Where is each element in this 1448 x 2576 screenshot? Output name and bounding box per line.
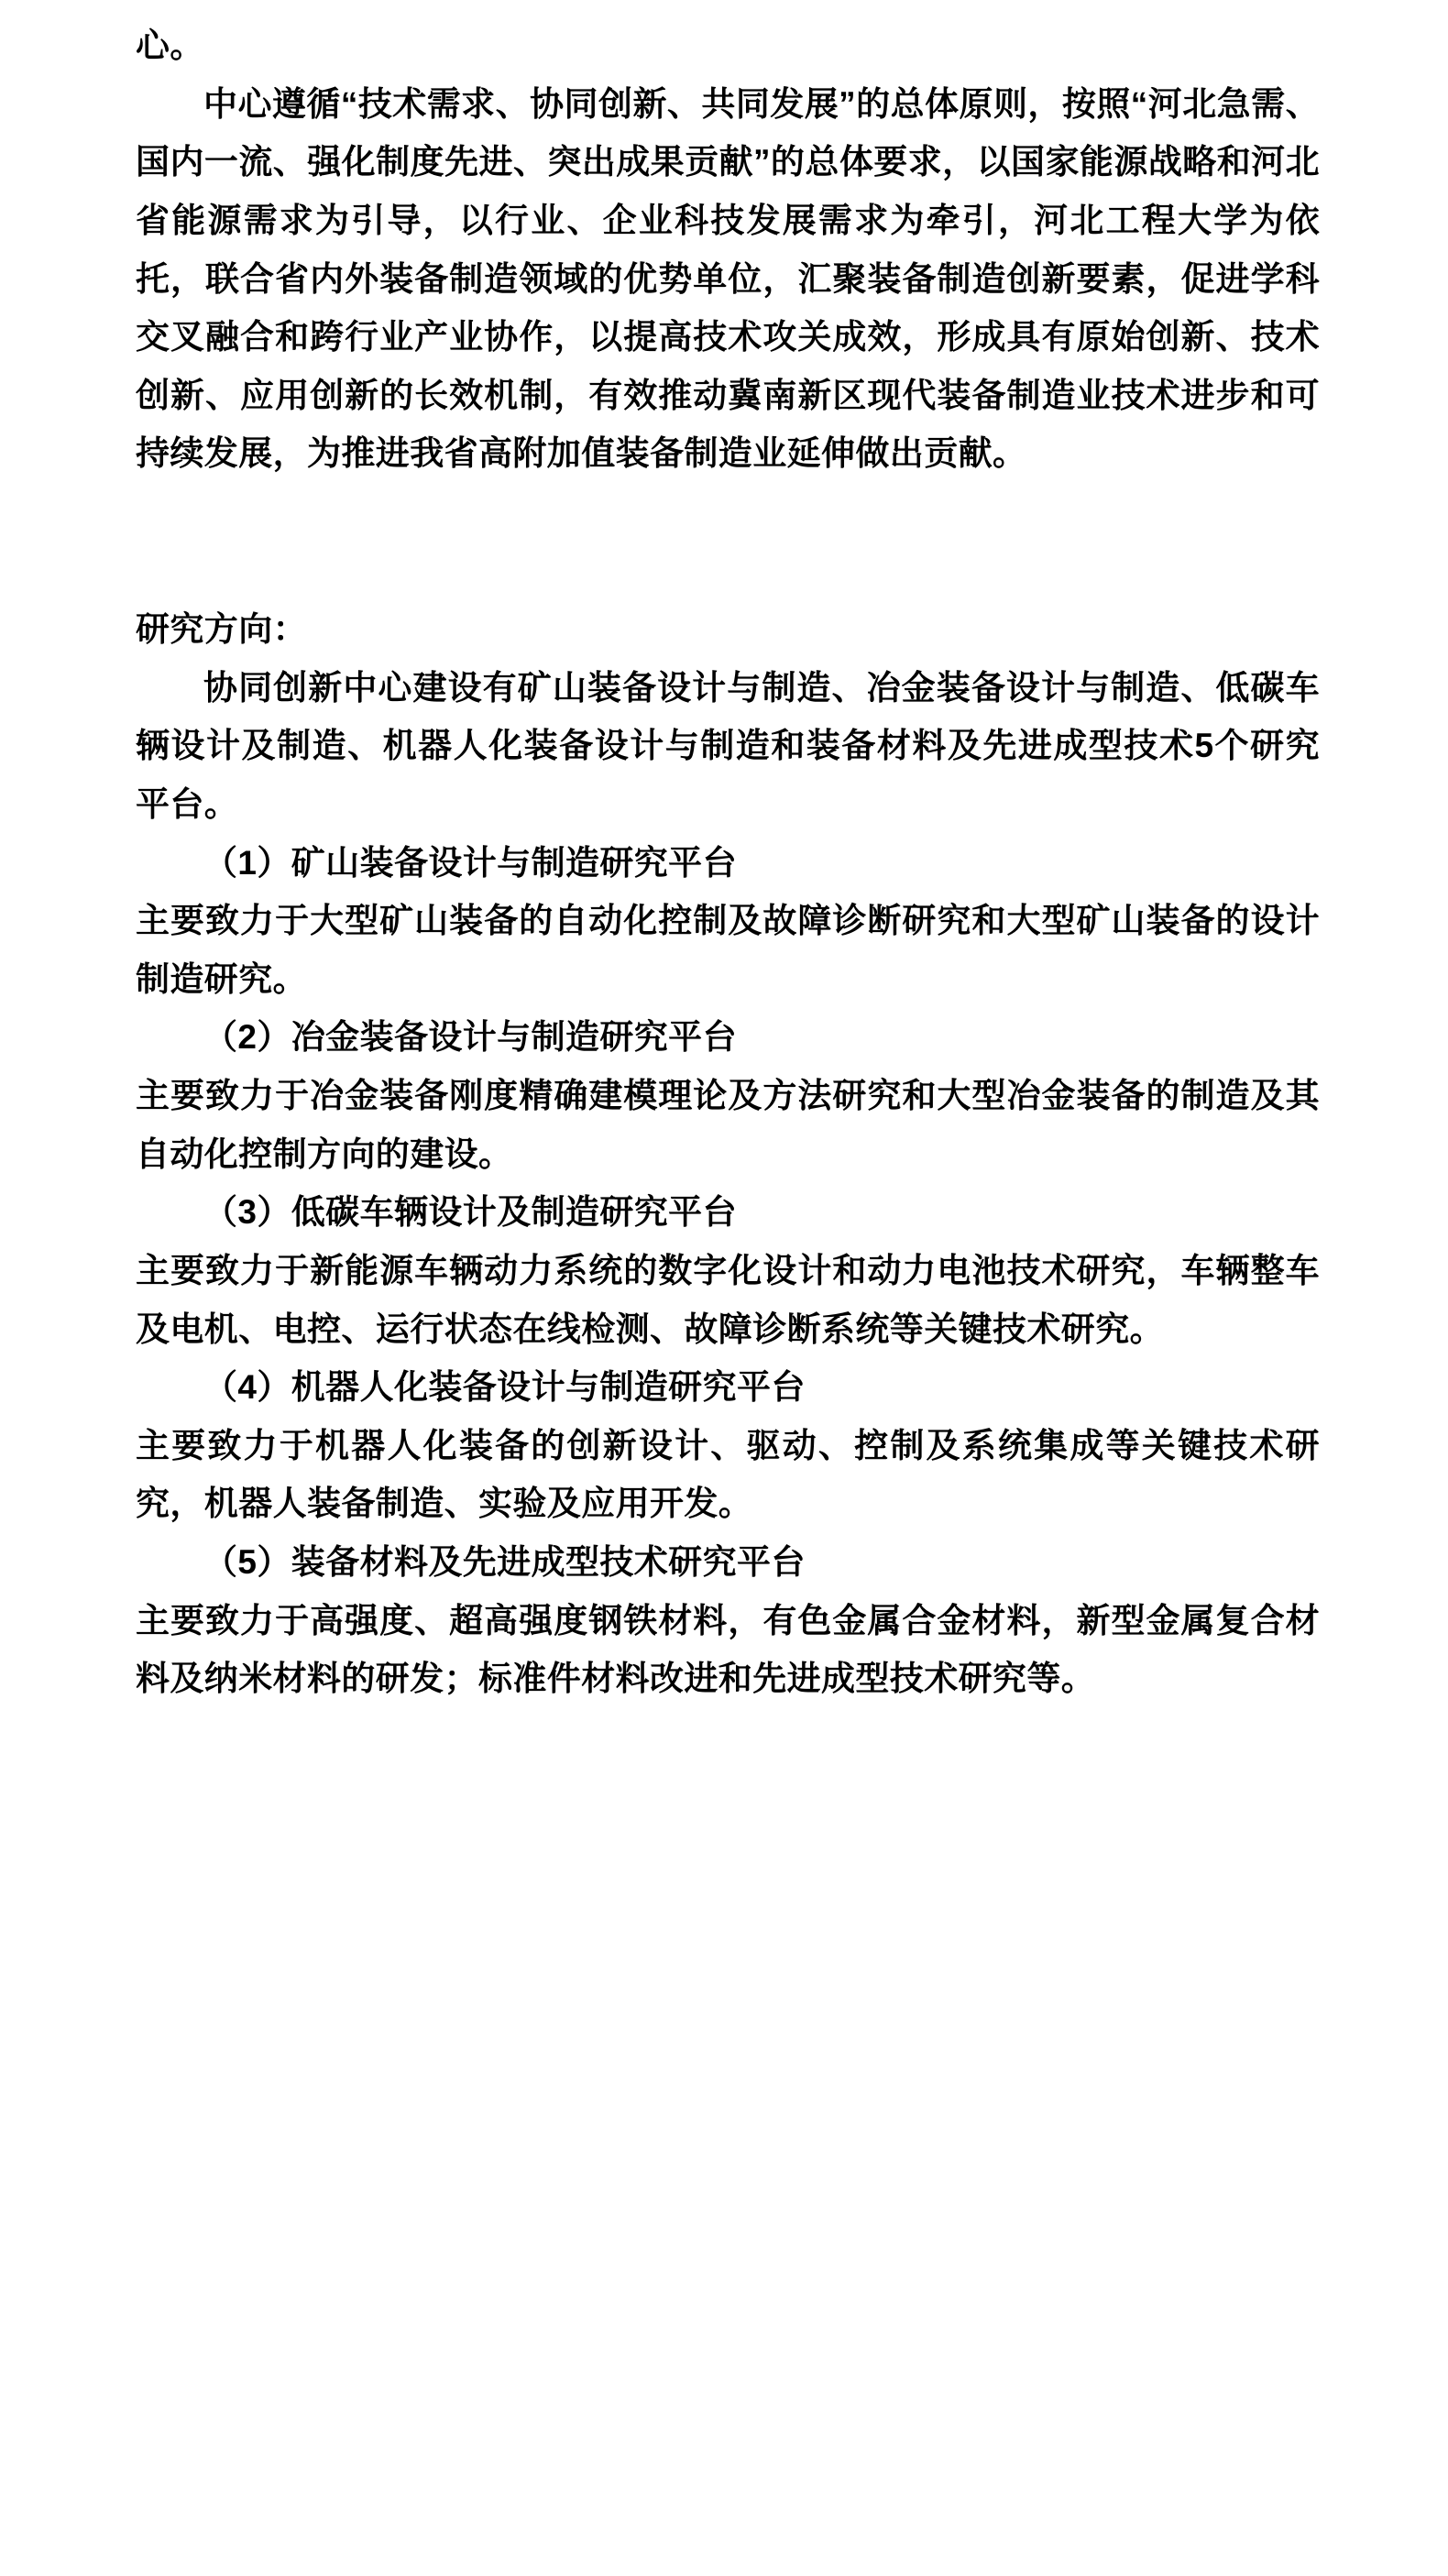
research-direction-heading: 研究方向： [136, 610, 307, 648]
platform-body: 主要致力于冶金装备刚度精确建模理论及方法研究和大型冶金装备的制造及其自动化控制方向的建设。 [136, 1077, 1320, 1173]
platform-item [136, 1183, 1320, 1358]
platform-body: 主要致力于新能源车辆动力系统的数字化设计和动力电池技术研究，车辆整车及电机、电控、运行状态在线检测、故障诊断系统等关键技术研究。 [136, 1251, 1320, 1348]
platform-item [136, 834, 1320, 1009]
research-intro: 协同创新中心建设有矿山装备设计与制造、冶金装备设计与制造、低碳车辆设计及制造、机器人化装备设计与制造和装备材料及先进成型技术5个研究平台。 [136, 668, 1320, 823]
platform-title: （4）机器人化装备设计与制造研究平台 [203, 1368, 806, 1407]
platform-title: （2）冶金装备设计与制造研究平台 [203, 1018, 737, 1057]
platform-title: （1）矿山装备设计与制造研究平台 [203, 843, 737, 882]
platform-item [136, 1533, 1320, 1708]
platform-item [136, 1008, 1320, 1183]
platform-body: 主要致力于高强度、超高强度钢铁材料，有色金属合金材料，新型金属复合材料及纳米材料的研发；标准件材料改进和先进成型技术研究等。 [136, 1601, 1320, 1698]
platform-body: 主要致力于大型矿山装备的自动化控制及故障诊断研究和大型矿山装备的设计制造研究。 [136, 902, 1320, 998]
platform-title: （5）装备材料及先进成型技术研究平台 [203, 1543, 806, 1581]
platform-body: 主要致力于机器人化装备的创新设计、驱动、控制及系统集成等关键技术研究，机器人装备制造、实验及应用开发。 [136, 1426, 1320, 1523]
platform-item [136, 1358, 1320, 1533]
paragraph-principles: 中心遵循“技术需求、协同创新、共同发展”的总体原则，按照“河北急需、国内一流、强化制度先进、突出成果贡献”的总体要求，以国家能源战略和河北省能源需求为引导，以行业、企业科技发展需求为牵引，河北工程大学为依托，联合省内外装备制造领域的优势单位，汇聚装备制造创新要素，促进学科交叉融合和跨行业产业协作，以提高技术攻关成效，形成具有原始创新、技术创新、应用创新的长效机制，有效推动冀南新区现代装备制造业技术进步和可持续发展，为推进我省高附加值装备制造业延伸做出贡献。 [136, 84, 1320, 473]
platform-title: （3）低碳车辆设计及制造研究平台 [203, 1193, 737, 1232]
continued-line: 心。 [136, 27, 204, 64]
section-spacer [136, 483, 1320, 600]
